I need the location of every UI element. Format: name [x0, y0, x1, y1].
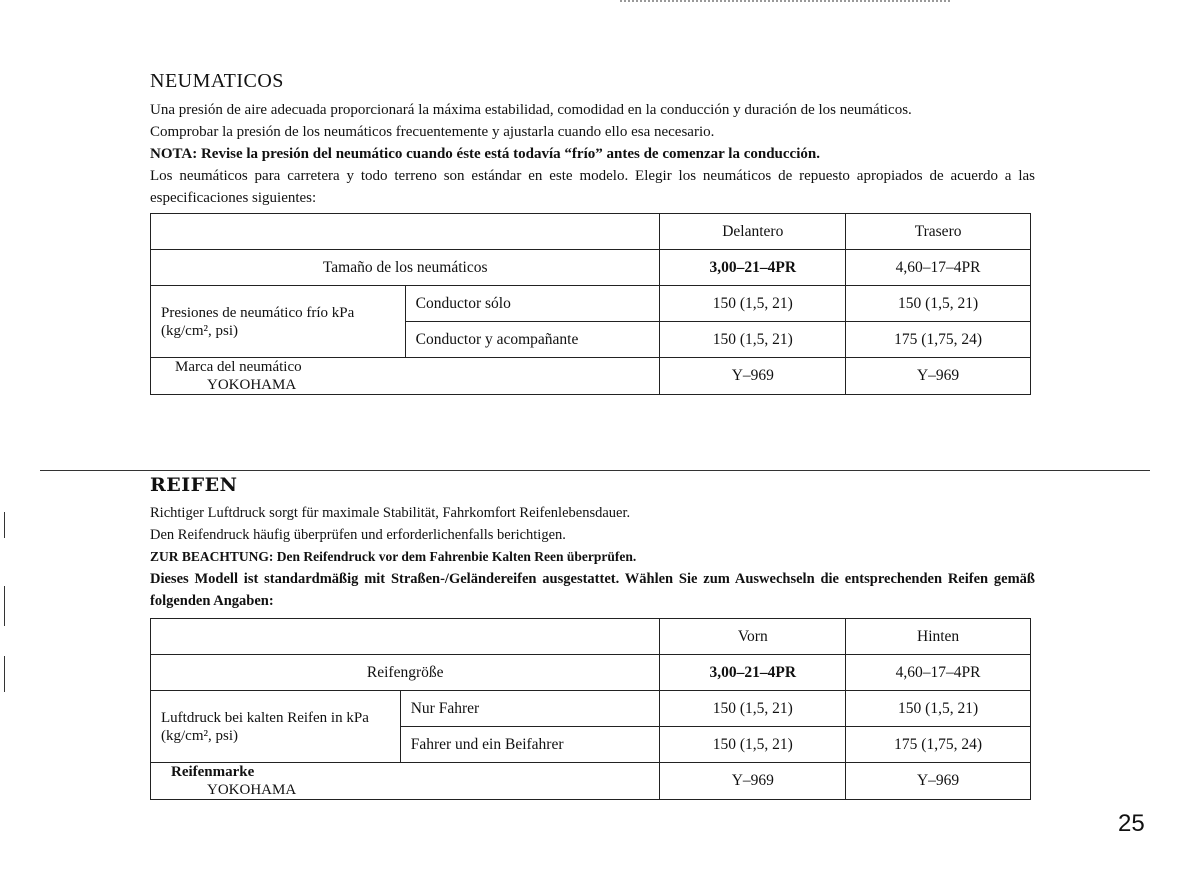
table-cell: 175 (1,75, 24) [846, 322, 1031, 358]
table-cell: Y–969 [660, 763, 846, 800]
row-label-rider-passenger: Conductor y acompañante [405, 322, 660, 358]
table-cell: 150 (1,5, 21) [846, 286, 1031, 322]
tire-spec-table [150, 213, 1031, 395]
table-row [151, 763, 1031, 800]
table-row [151, 250, 1031, 286]
brand-name: YOKOHAMA [207, 377, 297, 393]
paragraph: Den Reifendruck häufig überprüfen und erforderlichenfalls berichtigen. [150, 527, 566, 543]
table-cell: 150 (1,5, 21) [660, 691, 846, 727]
margin-mark [4, 656, 5, 692]
row-label-rider-passenger: Fahrer und ein Beifahrer [400, 727, 660, 763]
section-heading: NEUMATICOS [150, 70, 284, 92]
paragraph: Richtiger Luftdruck sorgt für maximale Stabilität, Fahrkomfort Reifenlebensdauer. [150, 505, 631, 521]
paragraph: Dieses Modell ist standardmäßig mit Straßen-/Geländereifen ausgestattet. Wählen Sie zum Auswechseln die entsprechenden Reifen gemäß folgenden Angaben: [150, 571, 1035, 609]
table-cell: 150 (1,5, 21) [660, 286, 846, 322]
margin-mark [4, 512, 5, 538]
note: ZUR BEACHTUNG: Den Reifendruck vor dem Fahrenbie Kalten Reen überprüfen. [150, 549, 637, 564]
table-cell: 3,00–21–4PR [660, 250, 846, 286]
table-cell: 150 (1,5, 21) [660, 322, 846, 358]
table-row [151, 214, 1031, 250]
table-row [151, 286, 1031, 322]
brand-label: Reifenmarke [171, 764, 255, 780]
row-label-pressure: Presiones de neumático frío kPa (kg/cm², psi) [151, 286, 406, 358]
table-cell: 4,60–17–4PR [846, 250, 1031, 286]
table-cell: 150 (1,5, 21) [846, 691, 1031, 727]
section-german [150, 474, 1035, 800]
table-row [151, 655, 1031, 691]
table-cell: 150 (1,5, 21) [660, 727, 846, 763]
table-cell: 175 (1,75, 24) [846, 727, 1031, 763]
paragraph: Una presión de aire adecuada proporcionará la máxima estabilidad, comodidad en la conducción y duración de los neumáticos. [150, 102, 912, 118]
brand-label: Marca del neumático [175, 359, 302, 375]
column-header-front: Delantero [660, 214, 846, 250]
table-cell: Y–969 [846, 358, 1031, 395]
page-number: 25 [1118, 810, 1145, 837]
table-corner-cell [151, 214, 660, 250]
table-cell: Y–969 [660, 358, 846, 395]
row-label-pressure: Luftdruck bei kalten Reifen in kPa (kg/cm², psi) [151, 691, 401, 763]
row-label-rider-only: Conductor sólo [405, 286, 660, 322]
table-row [151, 358, 1031, 395]
table-row [151, 691, 1031, 727]
row-label-brand [151, 763, 660, 800]
table-cell: 4,60–17–4PR [846, 655, 1031, 691]
margin-mark [4, 586, 5, 626]
column-header-rear: Trasero [846, 214, 1031, 250]
section-divider [40, 470, 1150, 471]
row-label-tire-size: Tamaño de los neumáticos [151, 250, 660, 286]
top-edge-rule [620, 0, 950, 8]
row-label-brand [151, 358, 660, 395]
tire-spec-table [150, 618, 1031, 800]
column-header-front: Vorn [660, 619, 846, 655]
table-cell: 3,00–21–4PR [660, 655, 846, 691]
note: NOTA: Revise la presión del neumático cuando éste está todavía “frío” antes de comenzar la conducción. [150, 146, 820, 162]
table-row [151, 619, 1031, 655]
paragraph: Comprobar la presión de los neumáticos frecuentemente y ajustarla cuando ello esa necesario. [150, 124, 715, 140]
section-heading: REIFEN [150, 474, 238, 496]
table-cell: Y–969 [846, 763, 1031, 800]
row-label-rider-only: Nur Fahrer [400, 691, 660, 727]
paragraph: Los neumáticos para carretera y todo terreno son estándar en este modelo. Elegir los neumáticos de repuesto apropiados de acuerdo a las especificaciones siguientes: [150, 168, 1035, 206]
column-header-rear: Hinten [846, 619, 1031, 655]
table-corner-cell [151, 619, 660, 655]
brand-name: YOKOHAMA [207, 782, 297, 798]
row-label-tire-size: Reifengröße [151, 655, 660, 691]
section-spanish [150, 70, 1035, 395]
